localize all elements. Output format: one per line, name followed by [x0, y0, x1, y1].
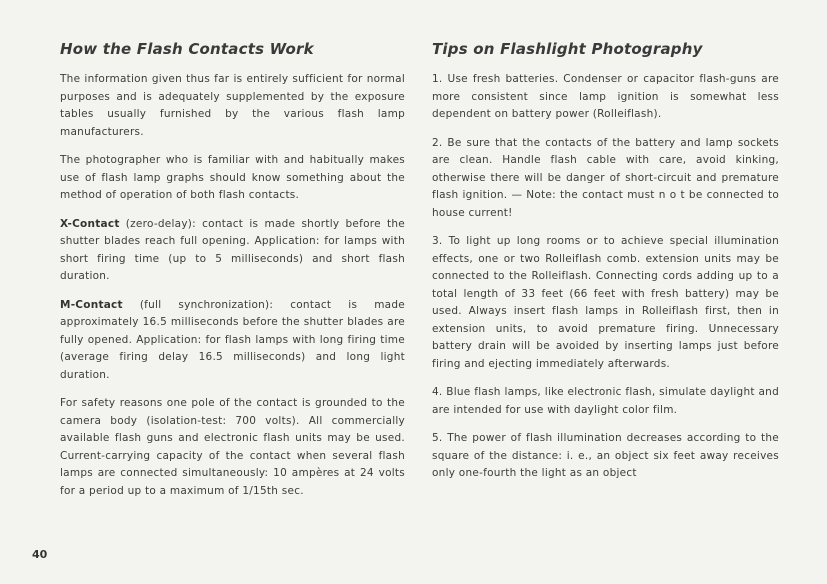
left-column: [60, 40, 405, 511]
tip-item: 2. Be sure that the contacts of the battery and lamp sockets are clean. Handle flash cable with care, avoid kinking, otherwise there will be danger of short-circuit and premature flash ignition. — Note: the contact must n o t be connected to house current!: [432, 136, 779, 219]
section-title-flashlight-tips: Tips on Flashlight Photography: [432, 40, 703, 58]
tip-item: 5. The power of flash illumination decreases according to the square of the distance: i. e., an object six feet away receives only one-fourth the light as an object: [432, 432, 779, 479]
tip-item: 3. To light up long rooms or to achieve special illumination effects, one or two Rolleiflash comb. extension units may be connected to the Rolleiflash. Connecting cords adding up to a total length of 33 feet (66 feet with fresh battery) may be used. Always insert flash lamps in Rolleiflash first, then in extension units, to avoid premature firing. Unnecessary battery drain will be avoided by inserting lamps just before firing and ejecting immediately afterwards.: [432, 235, 779, 370]
m-contact-paragraph: [60, 297, 405, 385]
paragraph: The information given thus far is entirely sufficient for normal purposes and is adequately supplemented by the exposure tables usually furnished by the various flash lamp manufacturers.: [60, 73, 405, 138]
page-number: 40: [32, 548, 48, 561]
paragraph: For safety reasons one pole of the contact is grounded to the camera body (isolation-test: 700 volts). All commercially available flash guns and electronic flash units may be used. Current-carrying capacity of the contact when several flash lamps are connected simultaneously: 10 ampères at 24 volts for a period up to a maximum of 1/15th sec.: [60, 397, 405, 497]
right-column: [432, 40, 779, 494]
x-contact-paragraph: [60, 216, 405, 286]
tip-item: 1. Use fresh batteries. Condenser or capacitor flash-guns are more consistent since lamp ignition is somewhat less dependent on battery power (Rolleiflash).: [432, 73, 779, 120]
section-title-flash-contacts: How the Flash Contacts Work: [60, 40, 314, 58]
x-contact-text: (zero-delay): contact is made shortly before the shutter blades reach full opening. Application: for lamps with short firing time (up to 5 milliseconds) and short flash duration.: [60, 217, 405, 282]
x-contact-term: X-Contact: [60, 217, 120, 230]
paragraph: The photographer who is familiar with and habitually makes use of flash lamp graphs should know something about the method of operation of both flash contacts.: [60, 154, 405, 201]
m-contact-term: M-Contact: [60, 298, 123, 311]
m-contact-text: (full synchronization): contact is made approximately 16.5 milliseconds before the shutter blades are fully opened. Application: for flash lamps with long firing time (average firing delay 16.5 milliseconds) and long light duration.: [60, 298, 405, 381]
tip-item: 4. Blue flash lamps, like electronic flash, simulate daylight and are intended for use with daylight color film.: [432, 386, 779, 416]
